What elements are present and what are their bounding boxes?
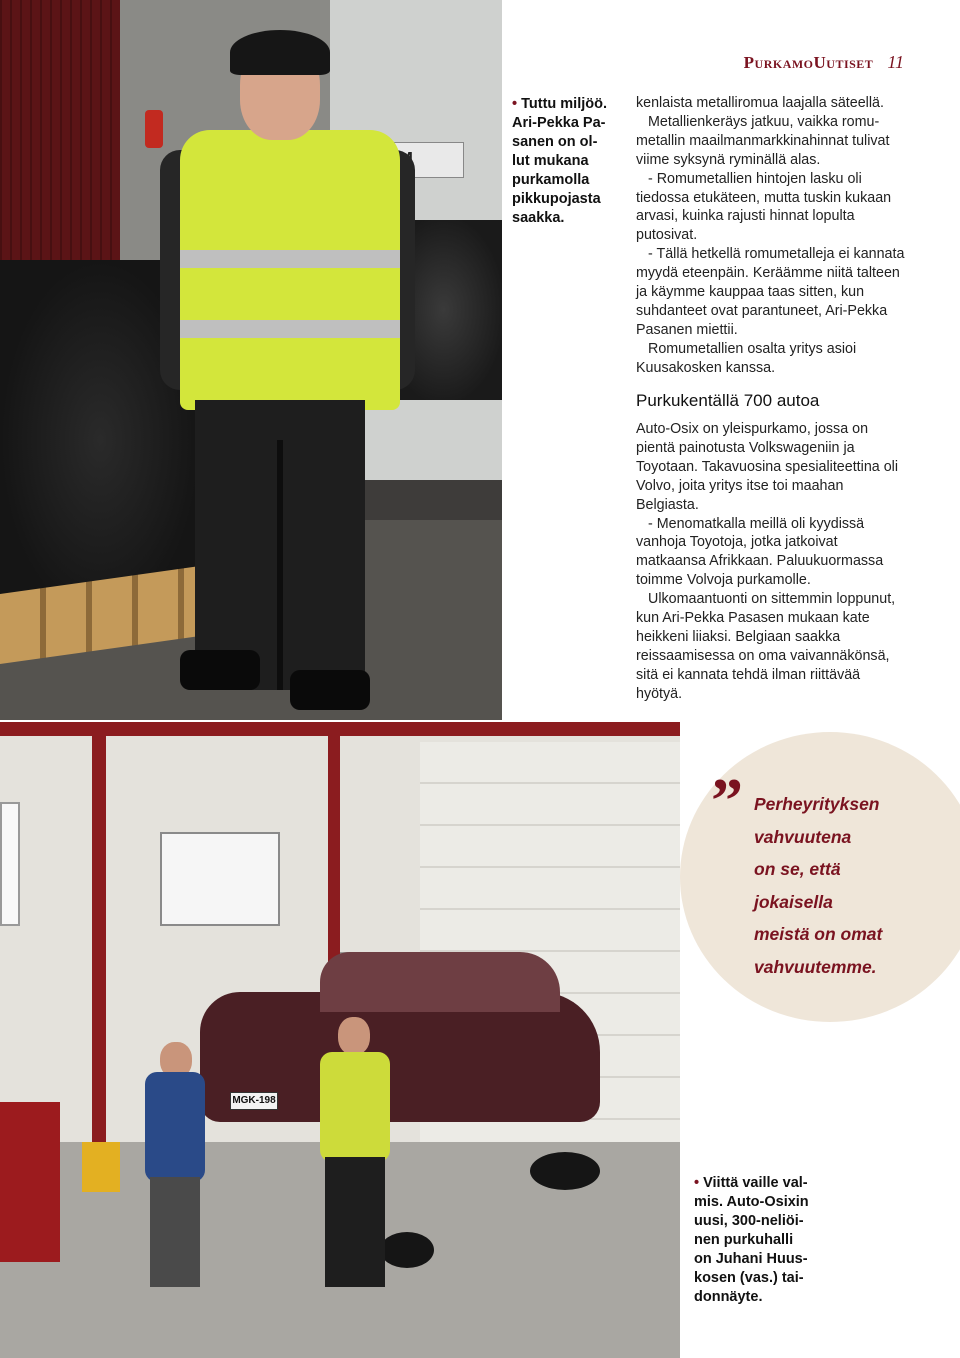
worker-cap (230, 30, 330, 75)
section-heading: Purkukentällä 700 autoa (636, 391, 820, 410)
paragraph: Metallienkeräys jatkuu, vaikka romu-metallin maailmanmarkkinahinnat tulivat viime syksynä ryminällä alas. (636, 113, 890, 168)
photo-caption-bottom: • Viittä vaille val- mis. Auto-Osixin uusi, 300-neliöi- nen purkuhalli on Juhani Huus- kosen (vas.) tai- donnäyte. (694, 1175, 809, 1305)
paragraph: kenlaista metalliromua laajalla säteellä. (636, 95, 884, 111)
pull-quote: Perheyrityksen vahvuutena on se, että jokaisella meistä on omat vahvuutemme. (754, 794, 883, 977)
man-in-hi-vis-jacket (310, 1012, 400, 1292)
work-pants (195, 400, 365, 690)
window (160, 832, 280, 926)
photo-caption-top: • Tuttu miljöö. Ari-Pekka Pa- sanen on ol- lut mukana purkamolla pikkupojasta saakka. (512, 96, 608, 226)
photo-workshop-hall (0, 722, 680, 1358)
paragraph: Romumetallien osalta yritys asioi Kuusakosken kanssa. (636, 340, 857, 376)
paragraph: Ulkomaantuonti on sittemmin loppunut, kun Ari-Pekka Pasasen mukaan kate heikkeni liiaksi. Belgiaan saakka reissaamisessa on oma vaivannäkönsä, sitä ei kannata tehdä ilman riittävää hyötyä. (636, 591, 896, 702)
fire-extinguisher-icon (145, 110, 163, 148)
tire (530, 1152, 600, 1190)
license-plate: MGK-198 (230, 1092, 278, 1110)
photo-worker-in-warehouse (0, 0, 502, 720)
hi-vis-jacket (180, 130, 400, 410)
publication-name: PurkamoUutiset (743, 53, 874, 72)
battery-charger (82, 1142, 120, 1192)
window (0, 802, 20, 926)
paragraph: - Menomatkalla meillä oli kyydissä vanhoja Toyotoja, jotka jatkoivat matkaansa Afrikkaan. Paluukuormassa toimme Volvoja purkamolle. (636, 515, 884, 589)
masthead (744, 52, 904, 76)
page-number: 11 (887, 52, 904, 72)
worker-figure (170, 20, 410, 710)
man-in-blue-jacket (135, 1042, 215, 1292)
article-text-part1 (636, 94, 906, 378)
paragraph: Auto-Osix on yleispurkamo, jossa on pientä painotusta Volkswageniin ja Toyotaan. Takavuosina spesialiteettina oli Volvo, joita yritys itse toi maahan Belgiasta. (636, 421, 899, 513)
paragraph: - Romumetallien hintojen lasku oli tiedossa etukäteen, mutta tuskin kukaan arvasi, kuinka rajusti hinnat lopulta putosivat. (636, 170, 892, 244)
bullet-icon: • (694, 1175, 704, 1191)
bullet-icon: • (512, 96, 522, 112)
article-text-part2 (636, 420, 906, 704)
red-cabinet (0, 1102, 60, 1262)
paragraph: - Tällä hetkellä romumetalleja ei kannata myydä eteenpäin. Keräämme niitä talteen ja käymme kauppaa taas sitten, kun suhdanteet ovat parantuneet, Ari-Pekka Pasanen miettii. (636, 246, 905, 338)
quote-mark-icon: ” (711, 765, 743, 836)
